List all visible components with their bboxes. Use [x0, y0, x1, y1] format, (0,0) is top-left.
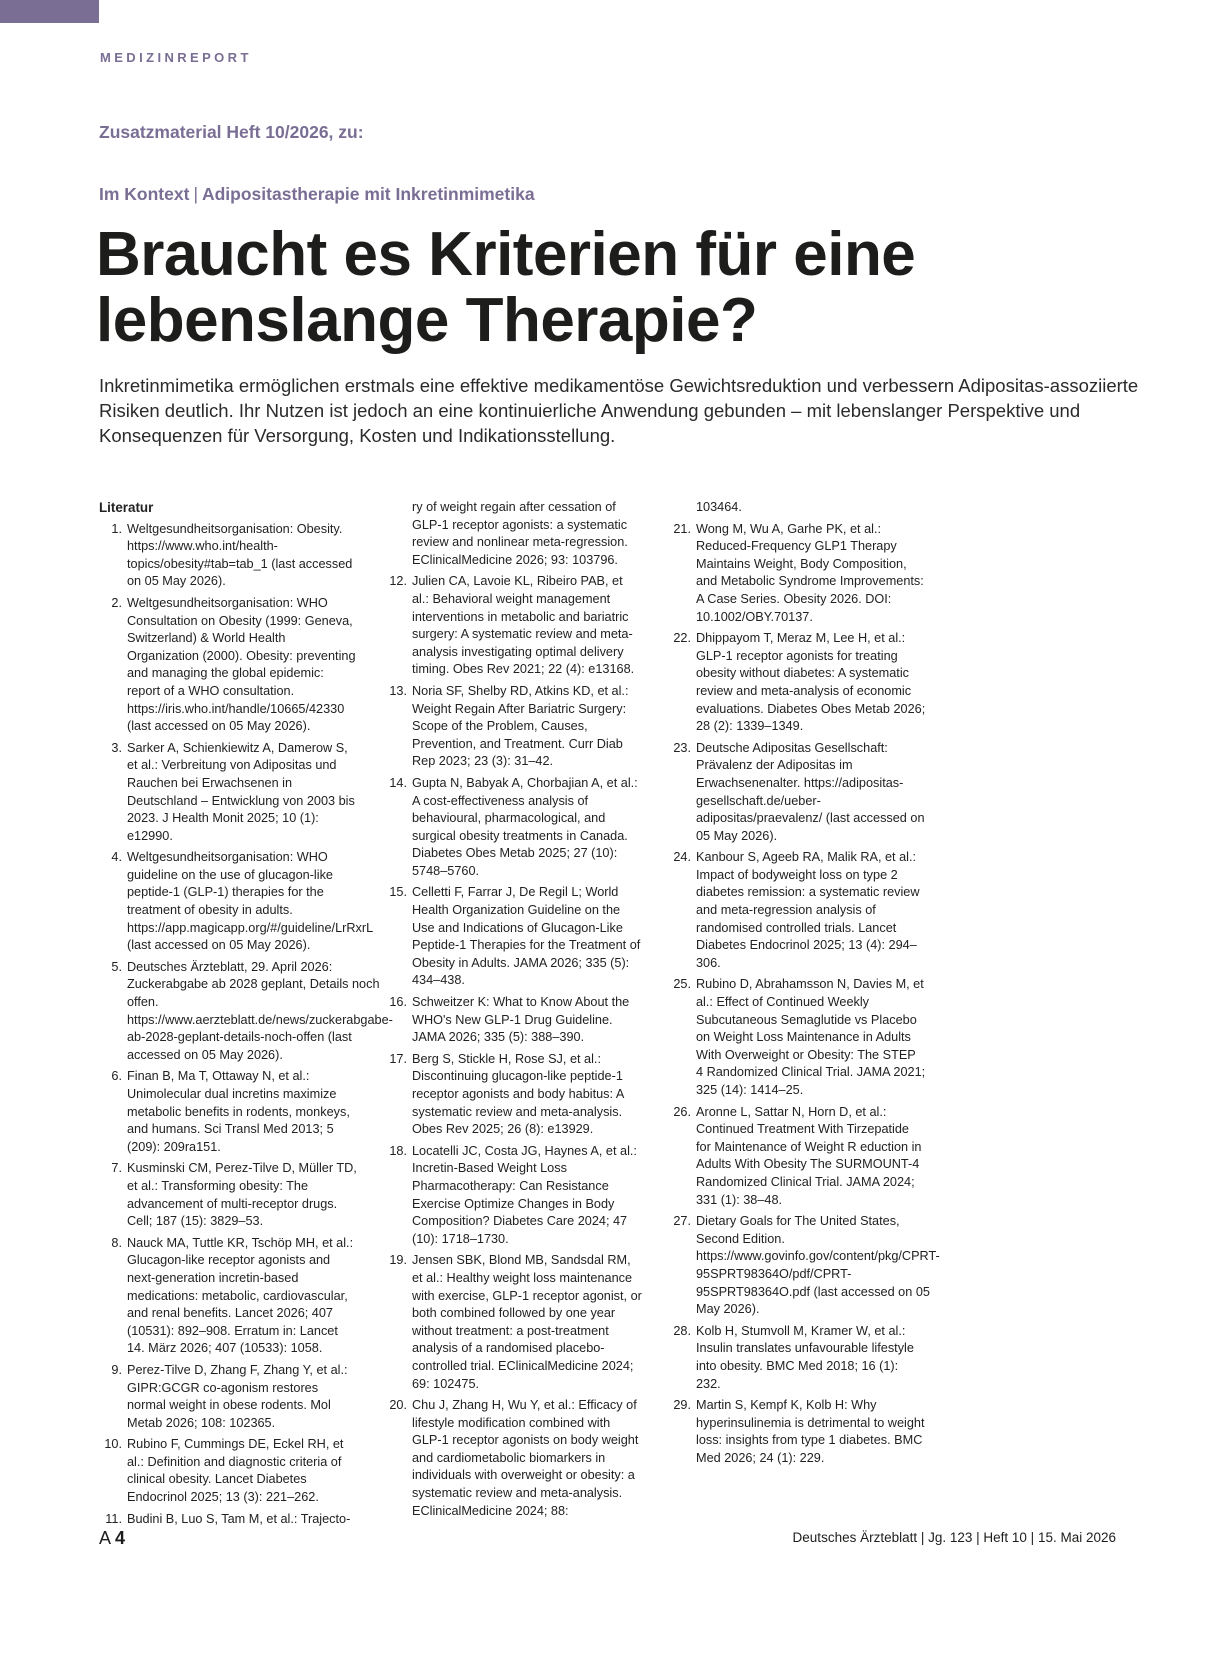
reference-number: 8.: [111, 1235, 122, 1250]
references-column-2: [384, 499, 642, 1524]
reference-number: 17.: [389, 1051, 407, 1066]
reference-continuation: 103464.: [696, 500, 742, 514]
page-number-value: 4: [115, 1528, 126, 1548]
reference-item: [99, 595, 357, 736]
reference-number: 18.: [389, 1143, 407, 1158]
reference-item: [384, 573, 642, 679]
reference-number: 20.: [389, 1398, 407, 1413]
reference-number: 16.: [389, 995, 407, 1010]
reference-item: [99, 1068, 357, 1156]
reference-number: 25.: [673, 977, 691, 992]
section-label: MEDIZINREPORT: [100, 50, 252, 65]
reference-number: 27.: [673, 1214, 691, 1229]
reference-text: Martin S, Kempf K, Kolb H: Why hyperinsulinemia is detrimental to weight loss: insights from type 1 diabetes. BMC Med 2026; 24 (1): 229.: [696, 1398, 925, 1465]
reference-list-3: [668, 521, 940, 1468]
reference-text: Nauck MA, Tuttle KR, Tschöp MH, et al.: Glucagon-like receptor agonists and next-generation incretin-based medications: metabolic, cardiovascular, and renal benefits. Lancet 2026; 407 (10531): 892–908. Erratum in: Lancet 14. März 2026; 407 (10533): 1058.: [127, 1235, 354, 1356]
reference-item: [384, 1051, 642, 1139]
reference-text: Rubino D, Abrahamsson N, Davies M, et al.: Effect of Continued Weekly Subcutaneous Semaglutide vs Placebo on Weight Loss Maintenance in Adults With Overweight or Obesity: The STEP 4 Randomized Clinical Trial. JAMA 2021; 325 (14): 1414–25.: [696, 977, 926, 1097]
reference-text: Rubino F, Cummings DE, Eckel RH, et al.: Definition and diagnostic criteria of clinical obesity. Lancet Diabetes Endocrinol 2025; 13 (3): 221–262.: [127, 1437, 344, 1505]
reference-item: [668, 849, 926, 972]
reference-item: [384, 1143, 642, 1249]
reference-number: 4.: [111, 850, 122, 865]
reference-item: [668, 521, 926, 627]
headline: [96, 222, 1146, 354]
reference-item: [668, 740, 926, 846]
reference-item: [668, 1104, 926, 1210]
headline-line-2: lebenslange Therapie?: [96, 286, 758, 355]
reference-text: Kusminski CM, Perez-Tilve D, Müller TD, et al.: Transforming obesity: The advancement of multi-receptor drugs. Cell; 187 (15): 3829–53.: [127, 1161, 357, 1229]
reference-number: 10.: [104, 1437, 122, 1452]
reference-item: [99, 849, 373, 955]
page-prefix: A: [99, 1528, 111, 1548]
reference-item: [99, 959, 393, 1065]
reference-item: [384, 884, 642, 990]
reference-text: Berg S, Stickle H, Rose SJ, et al.: Discontinuing glucagon-like peptide-1 receptor agonists and body habitus: A systematic review and meta-analysis. Obes Rev 2025; 26 (8): e13929.: [412, 1051, 624, 1137]
section-color-tab: [0, 0, 99, 23]
reference-number: 22.: [673, 631, 691, 646]
reference-number: 29.: [673, 1398, 691, 1413]
reference-text: Locatelli JC, Costa JG, Haynes A, et al.: Incretin-Based Weight Loss Pharmacotherapy: Can Resistance Exercise Optimize Changes in Body Composition? Diabetes Care 2024; 47 (10): 1718–1730.: [412, 1143, 637, 1246]
reference-item: [384, 683, 642, 771]
reference-number: 2.: [111, 595, 122, 610]
reference-item: [384, 775, 642, 881]
reference-text: Finan B, Ma T, Ottaway N, et al.: Unimolecular dual incretins maximize metabolic benefits in rodents, monkeys, and humans. Sci Transl Med 2013; 5 (209): 209ra151.: [127, 1069, 350, 1154]
page-number: [99, 1528, 125, 1549]
reference-text: Wong M, Wu A, Garhe PK, et al.: Reduced-Frequency GLP1 Therapy Maintains Weight, Body Composition, and Metabolic Syndrome Improvements: A Case Series. Obesity 2026. DOI: 10.1002/OBY.70137.: [696, 521, 924, 624]
reference-text: Weltgesundheitsorganisation: Obesity. https://www.who.int/health-topics/obesity#tab=tab_1 (last accessed on 05 May 2026).: [127, 521, 353, 589]
reference-number: 15.: [389, 885, 407, 900]
reference-number: 5.: [111, 959, 122, 974]
reference-text: Kolb H, Stumvoll M, Kramer W, et al.: Insulin translates unfavourable lifestyle into obesity. BMC Med 2018; 16 (1): 232.: [696, 1323, 914, 1391]
headline-line-1: Braucht es Kriterien für eine: [96, 220, 916, 289]
reference-number: 12.: [389, 574, 407, 589]
journal-footer: Deutsches Ärzteblatt | Jg. 123 | Heft 10 | 15. Mai 2026: [792, 1530, 1116, 1545]
reference-text: Perez-Tilve D, Zhang F, Zhang Y, et al.: GIPR:GCGR co-agonism restores normal weight in obese rodents. Mol Metab 2026; 108: 102365.: [127, 1362, 348, 1430]
reference-text: Dhippayom T, Meraz M, Lee H, et al.: GLP-1 receptor agonists for treating obesity without diabetes: A systematic review and meta-analysis of economic evaluations. Diabetes Obes Metab 2026; 28 (2): 1339–1349.: [696, 631, 926, 734]
reference-list-2: [384, 573, 642, 1520]
references-column-1: [99, 499, 393, 1532]
reference-item: [668, 1323, 926, 1393]
reference-item: [99, 1436, 357, 1506]
reference-text: Weltgesundheitsorganisation: WHO Consultation on Obesity (1999: Geneva, Switzerland) & World Health Organization (2000). Obesity: preventing and managing the global epidemic: report of a WHO consultation. https://iris.who.int/handle/10665/42330 (last accessed on 05 May 2026).: [127, 595, 356, 734]
reference-item: [668, 630, 926, 736]
reference-item: [99, 1235, 357, 1358]
reference-item: [99, 740, 357, 846]
reference-text: Aronne L, Sattar N, Horn D, et al.: Continued Treatment With Tirzepatide for Maintenance of Weight R eduction in Adults With Obesity The SURMOUNT-4 Randomized Clinical Trial. JAMA 2024; 331 (1): 38–48.: [696, 1104, 922, 1207]
reference-item: [384, 1252, 642, 1393]
kicker-right: Adipositastherapie mit Inkretinmimetika: [201, 184, 535, 204]
reference-text: Chu J, Zhang H, Wu Y, et al.: Efficacy of lifestyle modification combined with GLP-1 receptor agonists on body weight and cardiometabolic biomarkers in individuals with overweight or obesity: a systematic review and meta-analysis. EClinicalMedicine 2024; 88:: [412, 1398, 639, 1518]
reference-text: Jensen SBK, Blond MB, Sandsdal RM, et al.: Healthy weight loss maintenance with exercise, GLP-1 receptor agonist, or both combined followed by one year without treatment: a post-treatment analysis of a randomised placebo-controlled trial. EClinicalMedicine 2024; 69: 102475.: [412, 1253, 642, 1391]
reference-text: Deutsches Ärzteblatt, 29. April 2026: Zuckerabgabe ab 2028 geplant, Details noch offen. https://www.aerzteblatt.de/news/zuckerabgabe-ab-2028-geplant-details-noch-offen (last accessed on 05 May 2026).: [127, 959, 393, 1062]
reference-number: 26.: [673, 1104, 691, 1119]
reference-number: 9.: [111, 1362, 122, 1377]
reference-text: Julien CA, Lavoie KL, Ribeiro PAB, et al.: Behavioral weight management interventions in metabolic and bariatric surgery: A systematic review and meta-analysis investigating optimal delivery timing. Obes Rev 2021; 22 (4): e13168.: [412, 574, 635, 677]
reference-continuation: ry of weight regain after cessation of GLP-1 receptor agonists: a systematic review and nonlinear meta-regression. EClinicalMedicine 2026; 93: 103796.: [412, 500, 628, 567]
reference-item: [99, 1362, 357, 1432]
reference-item: [668, 976, 926, 1099]
reference-number: 11.: [105, 1511, 122, 1526]
reference-number: 19.: [389, 1253, 407, 1268]
reference-item: [668, 1213, 940, 1319]
reference-text: Sarker A, Schienkiewitz A, Damerow S, et al.: Verbreitung von Adipositas und Rauchen bei Erwachsenen in Deutschland – Entwicklung von 2003 bis 2023. J Health Monit 2025; 10 (1): e12990.: [127, 740, 355, 843]
reference-number: 6.: [111, 1069, 122, 1084]
reference-item: [99, 1511, 357, 1529]
reference-item: [99, 521, 357, 591]
reference-number: 21.: [673, 521, 691, 536]
reference-list-1: [99, 521, 393, 1529]
reference-number: 13.: [389, 683, 407, 698]
reference-text: Schweitzer K: What to Know About the WHO's New GLP-1 Drug Guideline. JAMA 2026; 335 (5): 388–390.: [412, 995, 630, 1045]
reference-number: 28.: [673, 1323, 691, 1338]
reference-text: Weltgesundheitsorganisation: WHO guideline on the use of glucagon-like peptide-1 (GLP-1) therapies for the treatment of obesity in adults. https://app.magicapp.org/#/guideline/LrRxrL (last accessed on 05 May 2026).: [127, 850, 373, 953]
reference-text: Gupta N, Babyak A, Chorbajian A, et al.: A cost-effectiveness analysis of behavioural, pharmacological, and surgical obesity treatments in Canada. Diabetes Obes Metab 2025; 27 (10): 5748–5760.: [412, 775, 638, 878]
reference-number: 14.: [389, 775, 407, 790]
reference-number: 7.: [111, 1161, 122, 1176]
kicker-separator: |: [193, 184, 198, 204]
reference-item: [668, 1397, 926, 1467]
reference-number: 1.: [111, 521, 122, 536]
reference-text: Kanbour S, Ageeb RA, Malik RA, et al.: Impact of bodyweight loss on type 2 diabetes remission: a systematic review and meta-regression analysis of randomised controlled trials. Lancet Diabetes Endocrinol 2025; 13 (4): 294–306.: [696, 850, 920, 970]
literature-heading: Literatur: [99, 500, 154, 515]
reference-text: Budini B, Luo S, Tam M, et al.: Trajecto-: [127, 1511, 351, 1526]
reference-item: [384, 1397, 642, 1520]
reference-item: [99, 1160, 357, 1230]
reference-text: Deutsche Adipositas Gesellschaft: Prävalenz der Adipositas im Erwachsenenalter. https://adipositas-gesellschaft.de/ueber-adipositas/praevalenz/ (last accessed on 05 May 2026).: [696, 740, 925, 843]
reference-item: [384, 994, 642, 1047]
reference-text: Celletti F, Farrar J, De Regil L; World Health Organization Guideline on the Use and Indications of Glucagon-Like Peptide-1 Therapies for the Treatment of Obesity in Adults. JAMA 2026; 335 (5): 434–438.: [412, 885, 641, 988]
kicker: [99, 184, 535, 205]
reference-text: Noria SF, Shelby RD, Atkins KD, et al.: Weight Regain After Bariatric Surgery: Scope of the Problem, Causes, Prevention, and Treatment. Curr Diab Rep 2023; 23 (3): 31–42.: [412, 683, 629, 769]
reference-number: 3.: [111, 740, 122, 755]
reference-number: 23.: [673, 740, 691, 755]
lead-paragraph: Inkretinmimetika ermöglichen erstmals eine effektive medikamentöse Gewichtsreduktion und verbessern Adipositas-assoziierte Risiken deutlich. Ihr Nutzen ist jedoch an eine kontinuierliche Anwendung gebunden – mit lebenslanger Perspektive und Konsequenzen für Versorgung, Kosten und Indikationsstellung.: [99, 375, 1139, 446]
kicker-left: Im Kontext: [99, 184, 190, 204]
reference-text: Dietary Goals for The United States, Second Edition. https://www.govinfo.gov/content/pkg/CPRT-95SPRT98364O/pdf/CPRT-95SPRT98364O.pdf (last accessed on 05 May 2026).: [696, 1214, 940, 1317]
supplement-note: Zusatzmaterial Heft 10/2026, zu:: [99, 122, 364, 142]
reference-number: 24.: [673, 850, 691, 865]
references-column-3: [668, 499, 940, 1471]
